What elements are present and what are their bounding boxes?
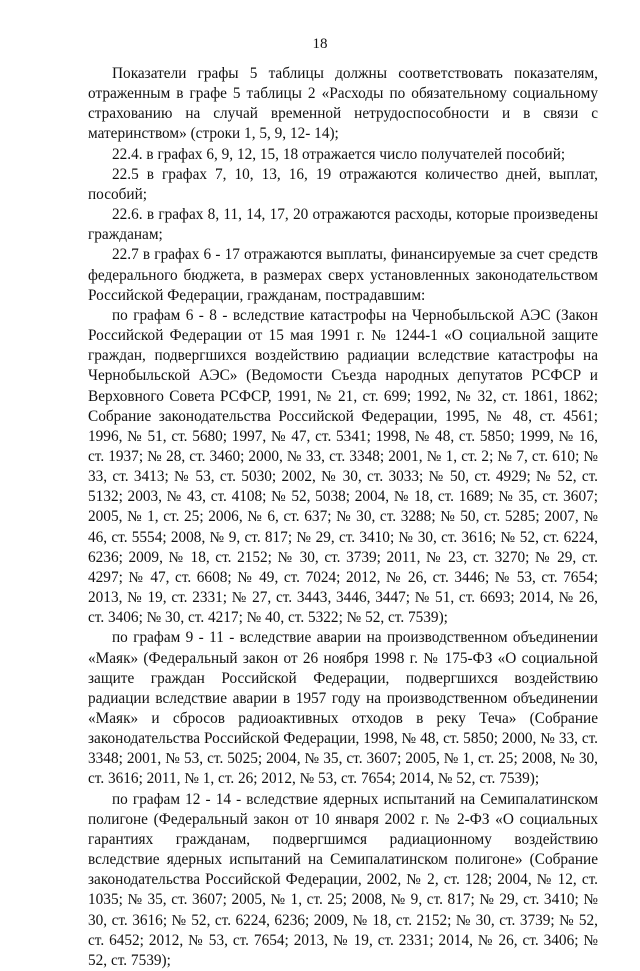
paragraph-columns-12-14-semipalatinsk: по графам 12 - 14 - вследствие ядерных испытаний на Семипалатинском полигоне (Федеральный закон от 10 января 2002 г. № 2-ФЗ «О социальных гарантиях гражданам, подвергшимся радиационному воздействию вследствие ядерных испытаний на Семипалатинском полигоне» (Собрание законодательства Российской Федерации, 2002, № 2, ст. 128; 2004, № 12, ст. 1035; № 35, ст. 3607; 2005, № 1, ст. 25; 2008, № 9, ст. 817; № 29, ст. 3410; № 30, ст. 3616; № 52, ст. 6224, 6236; 2009, № 18, ст. 2152; № 30, ст. 3739; № 52, ст. 6452; 2012, № 53, ст. 7654; 2013, № 19, ст. 2331; 2014, № 26, ст. 3406; № 52, ст. 7539);: [88, 790, 598, 969]
paragraph-22-5: 22.5 в графах 7, 10, 13, 16, 19 отражаются количество дней, выплат, пособий;: [88, 165, 598, 203]
page-number: 18: [312, 36, 328, 52]
paragraph-22-4: 22.4. в графах 6, 9, 12, 15, 18 отражается число получателей пособий;: [112, 145, 566, 163]
paragraph-columns-6-8-chernobyl: по графам 6 - 8 - вследствие катастрофы на Чернобыльской АЭС (Закон Российской Федерации от 15 мая 1991 г. № 1244-1 «О социальной защите граждан, подвергшихся воздействию радиации вследствие катастрофы на Чернобыльской АЭС» (Ведомости Съезда народных депутатов РСФСР и Верховного Совета РСФСР, 1991, № 21, ст. 699; 1992, № 32, ст. 1861, 1862; Собрание законодательства Российской Федерации, 1995, № 48, ст. 4561; 1996, № 51, ст. 5680; 1997, № 47, ст. 5341; 1998, № 48, ст. 5850; 1999, № 16, ст. 1937; № 28, ст. 3460; 2000, № 33, ст. 3348; 2001, № 1, ст. 2; № 7, ст. 610; № 33, ст. 3413; № 53, ст. 5030; 2002, № 30, ст. 3033; № 50, ст. 4929; № 52, ст. 5132; 2003, № 43, ст. 4108; № 52, 5038; 2004, № 18, ст. 1689; № 35, ст. 3607; 2005, № 1, ст. 25; 2006, № 6, ст. 637; № 30, ст. 3288; № 50, ст. 5285; 2007, № 46, ст. 5554; 2008, № 9, ст. 817; № 29, ст. 3410; № 30, ст. 3616; № 52, ст. 6224, 6236; 2009, № 18, ст. 2152; № 30, ст. 3739; 2011, № 23, ст. 3270; № 29, ст. 4297; № 47, ст. 6608; № 49, ст. 7024; 2012, № 26, ст. 3446; № 53, ст. 7654; 2013, № 19, ст. 2331; № 27, ст. 3443, 3446, 3447; № 51, ст. 6693; 2014, № 26, ст. 3406; № 30, ст. 4217; № 40, ст. 5322; № 52, ст. 7539);: [88, 306, 598, 627]
document-body: [88, 64, 598, 971]
paragraph-columns-9-11-mayak: по графам 9 - 11 - вследствие аварии на производственном объединении «Маяк» (Федеральный закон от 26 ноября 1998 г. № 175-ФЗ «О социальной защите граждан Российской Федерации, подвергшихся воздействию радиации вследствие аварии в 1957 году на производственном объединении «Маяк» и сбросов радиоактивных отходов в реку Теча» (Собрание законодательства Российской Федерации, 1998, № 48, ст. 5850; 2000, № 33, ст. 3348; 2001, № 53, ст. 5025; 2004, № 35, ст. 3607; 2005, № 1, ст. 25; 2008, № 30, ст. 3616; 2011, № 1, ст. 26; 2012, № 53, ст. 7654; 2014, № 52, ст. 7539);: [88, 629, 598, 788]
paragraph-22-6: 22.6. в графах 8, 11, 14, 17, 20 отражаются расходы, которые произведены гражданам;: [88, 206, 598, 244]
paragraph-22-7: 22.7 в графах 6 - 17 отражаются выплаты, финансируемые за счет средств федерального бюджета, в размерах сверх установленных законодательством Российской Федерации, гражданам, пострадавшим:: [88, 246, 598, 304]
paragraph-table5-indicators: Показатели графы 5 таблицы должны соответствовать показателям, отраженным в графе 5 таблицы 2 «Расходы по обязательному социальному страхованию на случай временной нетрудоспособности и в связи с материнством» (строки 1, 5, 9, 12- 14);: [88, 65, 598, 143]
